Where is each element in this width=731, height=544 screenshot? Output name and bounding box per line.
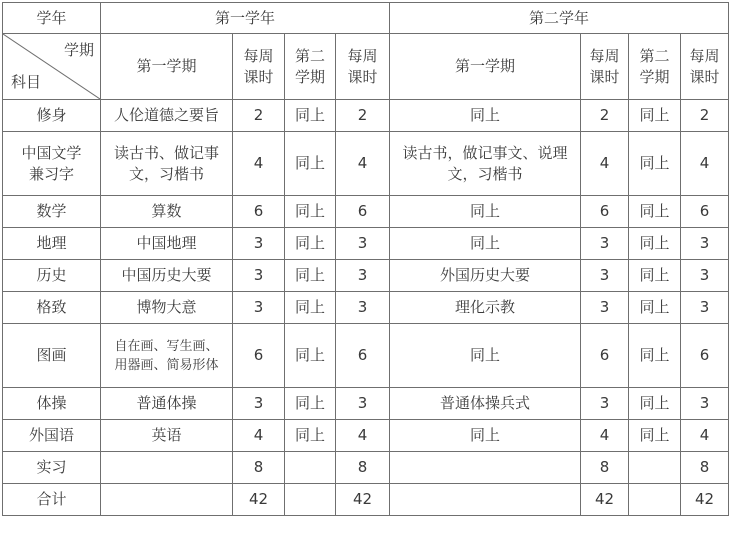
y2-sem1-content: 同上 — [390, 324, 581, 388]
y2-hours2: 2 — [681, 100, 729, 132]
header-text-line: 课时 — [243, 67, 274, 86]
y1-sem1-content — [101, 452, 233, 484]
y2-sem1-content — [390, 484, 581, 516]
y1-hours1: 4 — [233, 132, 285, 196]
subject-cell: 外国语 — [3, 420, 101, 452]
content-line: 读古书、做记事 — [113, 143, 219, 162]
table-row — [3, 292, 729, 324]
y1-hours2: 6 — [336, 196, 390, 228]
subject-cell: 实习 — [3, 452, 101, 484]
y2-sem1-content: 理化示教 — [390, 292, 581, 324]
subject-cell: 合计 — [3, 484, 101, 516]
y2-hours2: 42 — [681, 484, 729, 516]
y2-hours2: 3 — [681, 388, 729, 420]
y2-sem2-content: 同上 — [629, 388, 681, 420]
y2-sem2-content: 同上 — [629, 132, 681, 196]
subject-cell — [3, 132, 101, 196]
y2-hours2: 6 — [681, 196, 729, 228]
content-line: 自在画、写生画、 — [114, 338, 219, 354]
y2-hours2: 3 — [681, 292, 729, 324]
content-line: 用器画、简易形体 — [114, 357, 219, 373]
y1-hours2: 6 — [336, 324, 390, 388]
header-text-line: 每周 — [589, 46, 620, 65]
y1-sem1-content: 普通体操 — [101, 388, 233, 420]
diagonal-header-cell — [3, 34, 101, 100]
y1-hours2: 4 — [336, 132, 390, 196]
y2-sem1-content — [390, 452, 581, 484]
y2-hours2-header — [681, 34, 729, 100]
header-text-line: 第二 — [294, 46, 325, 65]
y1-hours2: 3 — [336, 260, 390, 292]
y1-sem1-content: 中国历史大要 — [101, 260, 233, 292]
y2-sem2-content: 同上 — [629, 228, 681, 260]
y1-sem1-content — [101, 484, 233, 516]
y2-hours1: 3 — [581, 228, 629, 260]
year-label: 学年 — [3, 3, 101, 34]
y2-sem1-content: 同上 — [390, 196, 581, 228]
y1-sem2-content: 同上 — [285, 324, 336, 388]
y2-sem2-content: 同上 — [629, 420, 681, 452]
subject-cell: 地理 — [3, 228, 101, 260]
y1-sem1-content: 博物大意 — [101, 292, 233, 324]
subject-cell: 格致 — [3, 292, 101, 324]
table-row — [3, 324, 729, 388]
y1-hours2: 3 — [336, 292, 390, 324]
table-row — [3, 100, 729, 132]
header-text-line: 学期 — [294, 67, 325, 86]
y2-sem2-content — [629, 452, 681, 484]
y2-hours1: 6 — [581, 196, 629, 228]
subject-line: 兼习字 — [28, 164, 74, 183]
total-row — [3, 484, 729, 516]
y2-hours2: 4 — [681, 132, 729, 196]
header-text-line: 每周 — [689, 46, 720, 65]
y1-sem2-content: 同上 — [285, 260, 336, 292]
y1-hours2: 4 — [336, 420, 390, 452]
subject-cell: 图画 — [3, 324, 101, 388]
y1-sem2-content: 同上 — [285, 420, 336, 452]
y2-sem1-content: 外国历史大要 — [390, 260, 581, 292]
y2-hours2: 3 — [681, 260, 729, 292]
y2-sem1-content: 同上 — [390, 100, 581, 132]
diag-semester-label: 学期 — [63, 41, 94, 59]
y1-hours1: 2 — [233, 100, 285, 132]
header-text-line: 课时 — [589, 67, 620, 86]
y1-hours1-header — [233, 34, 285, 100]
y1-hours1: 3 — [233, 388, 285, 420]
y2-hours1: 8 — [581, 452, 629, 484]
y2-hours2: 4 — [681, 420, 729, 452]
header-text-line: 课时 — [347, 67, 378, 86]
table-row — [3, 388, 729, 420]
y2-hours2: 3 — [681, 228, 729, 260]
content-line: 文，习楷书 — [447, 164, 523, 183]
table-row — [3, 196, 729, 228]
y1-sem2-content — [285, 452, 336, 484]
y1-sem1-content: 算数 — [101, 196, 233, 228]
subject-cell: 历史 — [3, 260, 101, 292]
y1-sem1-header: 第一学期 — [101, 34, 233, 100]
y1-hours1: 3 — [233, 292, 285, 324]
table-row — [3, 228, 729, 260]
y2-hours1: 3 — [581, 260, 629, 292]
y2-hours1: 3 — [581, 388, 629, 420]
y2-sem1-content: 普通体操兵式 — [390, 388, 581, 420]
y1-hours2: 3 — [336, 388, 390, 420]
y2-sem1-content — [390, 132, 581, 196]
y1-sem2-content: 同上 — [285, 388, 336, 420]
header-text-line: 第二 — [639, 46, 670, 65]
y2-hours1-header — [581, 34, 629, 100]
y1-hours2: 42 — [336, 484, 390, 516]
y1-sem1-content: 人伦道德之要旨 — [101, 100, 233, 132]
header-row-years — [3, 3, 729, 34]
y1-hours1: 6 — [233, 196, 285, 228]
y1-hours1: 4 — [233, 420, 285, 452]
content-line: 文，习楷书 — [128, 164, 204, 183]
header-text-line: 每周 — [347, 46, 378, 65]
y2-sem2-header — [629, 34, 681, 100]
y1-sem2-content: 同上 — [285, 100, 336, 132]
y2-sem2-content — [629, 484, 681, 516]
content-line: 读古书，做记事文、说理 — [402, 143, 568, 162]
table-row — [3, 452, 729, 484]
y2-sem1-header: 第一学期 — [390, 34, 581, 100]
y1-hours2: 2 — [336, 100, 390, 132]
y2-hours2: 6 — [681, 324, 729, 388]
y1-hours2: 3 — [336, 228, 390, 260]
y2-sem2-content: 同上 — [629, 260, 681, 292]
y1-sem2-content — [285, 484, 336, 516]
header-text-line: 课时 — [689, 67, 720, 86]
subject-cell: 数学 — [3, 196, 101, 228]
y1-hours1: 6 — [233, 324, 285, 388]
header-row-semesters — [3, 34, 729, 100]
y2-sem1-content: 同上 — [390, 420, 581, 452]
y1-sem1-content — [101, 132, 233, 196]
y1-hours2-header — [336, 34, 390, 100]
y2-sem2-content: 同上 — [629, 324, 681, 388]
y2-hours2: 8 — [681, 452, 729, 484]
y2-hours1: 2 — [581, 100, 629, 132]
subject-cell: 修身 — [3, 100, 101, 132]
y1-sem1-content — [101, 324, 233, 388]
y1-sem2-content: 同上 — [285, 132, 336, 196]
year2-header: 第二学年 — [390, 3, 729, 34]
y2-sem2-content: 同上 — [629, 292, 681, 324]
y1-hours1: 3 — [233, 260, 285, 292]
y2-hours1: 4 — [581, 132, 629, 196]
y1-sem1-content: 中国地理 — [101, 228, 233, 260]
y2-sem1-content: 同上 — [390, 228, 581, 260]
diag-subject-label: 科目 — [11, 73, 42, 91]
y2-hours1: 4 — [581, 420, 629, 452]
y1-hours1: 8 — [233, 452, 285, 484]
header-text-line: 学期 — [639, 67, 670, 86]
y2-hours1: 42 — [581, 484, 629, 516]
y1-sem2-content: 同上 — [285, 228, 336, 260]
year1-header: 第一学年 — [101, 3, 390, 34]
header-text-line: 每周 — [243, 46, 274, 65]
y1-sem2-header — [285, 34, 336, 100]
y1-sem2-content: 同上 — [285, 292, 336, 324]
y1-sem1-content: 英语 — [101, 420, 233, 452]
curriculum-table — [2, 2, 729, 516]
y1-hours1: 3 — [233, 228, 285, 260]
y2-hours1: 3 — [581, 292, 629, 324]
y2-sem2-content: 同上 — [629, 196, 681, 228]
y2-hours1: 6 — [581, 324, 629, 388]
subject-cell: 体操 — [3, 388, 101, 420]
y1-hours1: 42 — [233, 484, 285, 516]
table-row — [3, 420, 729, 452]
subject-line: 中国文学 — [21, 143, 82, 162]
y2-sem2-content: 同上 — [629, 100, 681, 132]
table-row — [3, 260, 729, 292]
table-row — [3, 132, 729, 196]
y1-sem2-content: 同上 — [285, 196, 336, 228]
y1-hours2: 8 — [336, 452, 390, 484]
